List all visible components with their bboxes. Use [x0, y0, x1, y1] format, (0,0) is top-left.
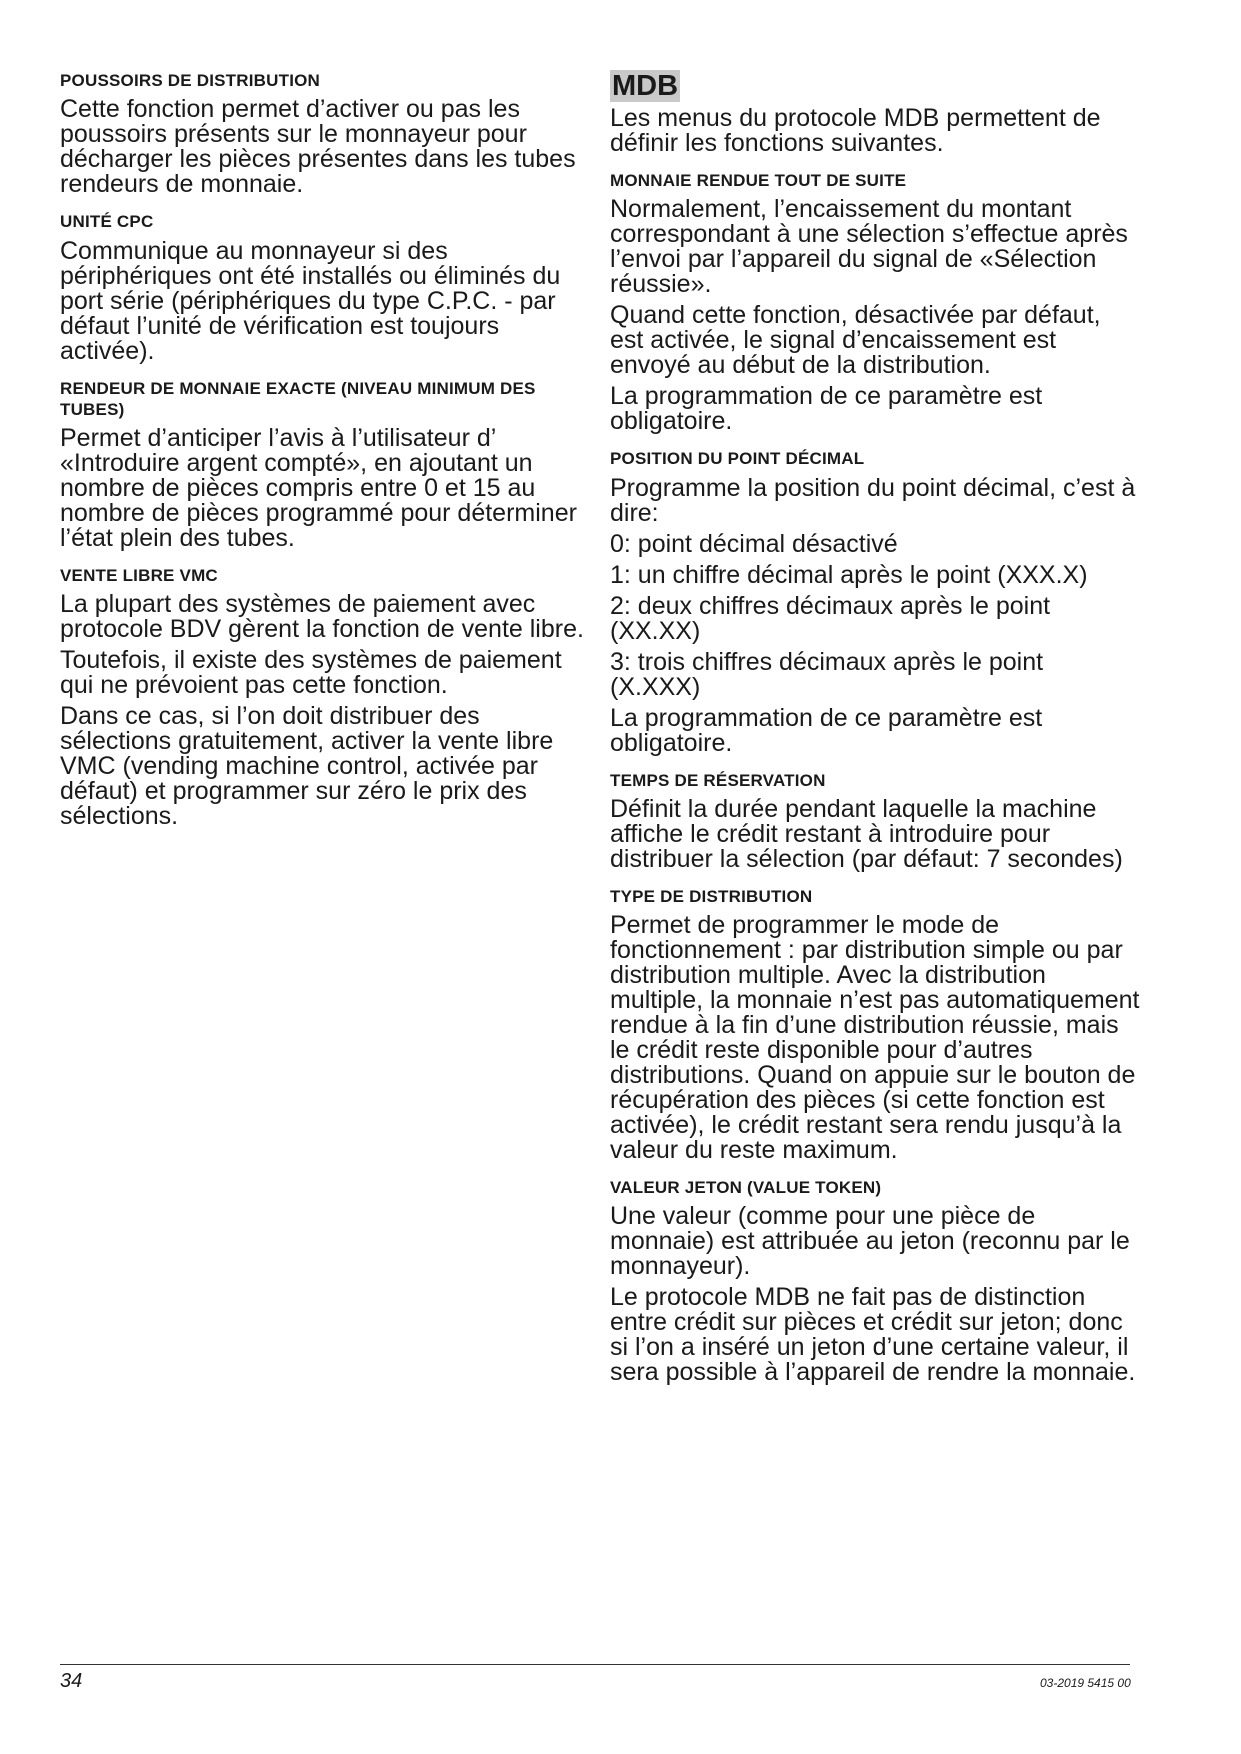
section-heading: RENDEUR DE MONNAIE EXACTE (NIVEAU MINIMUM DES TUBES)	[60, 378, 536, 419]
chapter-title: MDB	[612, 70, 679, 102]
paragraph: Définit la durée pendant laquelle la machine affiche le crédit restant à introduire pour distribuer la sélection (par défaut: 7 secondes)	[610, 794, 1123, 873]
list-item: 3: trois chiffres décimaux après le point (X.XXX)	[610, 647, 1044, 701]
section-temps-reservation	[610, 770, 1140, 872]
list-item: 1: un chiffre décimal après le point (XXX.X)	[610, 560, 1088, 589]
page-number: 34	[60, 1670, 83, 1692]
right-column	[610, 70, 1140, 1399]
paragraph: Toutefois, il existe des systèmes de paiement qui ne prévoient pas cette fonction.	[60, 646, 562, 700]
section-heading: VALEUR JETON (VALUE TOKEN)	[610, 1178, 882, 1197]
list-item: 2: deux chiffres décimaux après le point (XX.XX)	[610, 591, 1051, 645]
paragraph: Dans ce cas, si l’on doit distribuer des sélections gratuitement, activer la vente libre VMC (vending machine control, activée par défaut) et programmer sur zéro le prix des sélections.	[60, 702, 554, 831]
section-valeur-jeton	[610, 1177, 1140, 1385]
list-item: 0: point décimal désactivé	[610, 529, 898, 558]
document-code: 03-2019 5415 00	[1040, 1676, 1131, 1690]
paragraph: La programmation de ce paramètre est obligatoire.	[610, 703, 1043, 757]
section-rendeur-monnaie	[60, 378, 590, 552]
intro-paragraph: Les menus du protocole MDB permettent de définir les fonctions suivantes.	[610, 104, 1101, 157]
section-heading: UNITÉ CPC	[60, 212, 154, 232]
section-type-distribution	[610, 886, 1140, 1163]
paragraph: La plupart des systèmes de paiement avec protocole BDV gèrent la fonction de vente libre.	[60, 590, 584, 644]
paragraph: Cette fonction permet d’activer ou pas les poussoirs présents sur le monnayeur pour décharger les pièces présentes dans les tubes rendeurs de monnaie.	[60, 95, 576, 199]
left-column	[60, 70, 590, 843]
paragraph: Permet de programmer le mode de fonctionnement : par distribution simple ou par distribution multiple. Avec la distribution multiple, la monnaie n’est pas automatiquement rendue à la fin d’une distribution réussie, mais le crédit reste disponible pour d’autres distributions. Quand on appuie sur le bouton de récupération des pièces (si cette fonction est activée), le crédit restant sera rendu jusqu’à la valeur du reste maximum.	[610, 911, 1140, 1164]
paragraph: Permet d’anticiper l’avis à l’utilisateur d’ «Introduire argent compté», en ajoutant un nombre de pièces compris entre 0 et 15 au nombre de pièces programmé pour déterminer l’état plein des tubes.	[60, 424, 577, 552]
section-unite-cpc	[60, 211, 590, 363]
section-heading: MONNAIE RENDUE TOUT DE SUITE	[610, 171, 907, 190]
footer-divider	[60, 1664, 1130, 1665]
section-monnaie-rendue	[610, 170, 1140, 434]
section-vente-libre	[60, 565, 590, 829]
paragraph: Programme la position du point décimal, c’est à dire:	[610, 473, 1136, 527]
paragraph: Le protocole MDB ne fait pas de distinction entre crédit sur pièces et crédit sur jeton; donc si l’on a inséré un jeton d’une certaine valeur, il sera possible à l’appareil de rendre la monnaie.	[610, 1283, 1136, 1387]
section-heading: TYPE DE DISTRIBUTION	[610, 886, 813, 906]
paragraph: Une valeur (comme pour une pièce de monnaie) est attribuée au jeton (reconnu par le monnayeur).	[610, 1202, 1130, 1281]
paragraph: La programmation de ce paramètre est obligatoire.	[610, 382, 1043, 436]
paragraph: Communique au monnayeur si des périphériques ont été installés ou éliminés du port série (périphériques du type C.P.C. - par défaut l’unité de vérification est toujours activée).	[60, 236, 561, 365]
paragraph: Quand cette fonction, désactivée par défaut, est activée, le signal d’encaissement est envoyé au début de la distribution.	[610, 301, 1101, 380]
section-heading: POUSSOIRS DE DISTRIBUTION	[60, 71, 321, 90]
section-heading: TEMPS DE RÉSERVATION	[610, 770, 826, 790]
paragraph: Normalement, l’encaissement du montant correspondant à une sélection s’effectue après l’envoi par l’appareil du signal de «Sélection réussie».	[610, 195, 1128, 299]
section-point-decimal	[610, 448, 1140, 755]
section-heading: VENTE LIBRE VMC	[60, 566, 218, 585]
section-heading: POSITION DU POINT DÉCIMAL	[610, 449, 865, 469]
section-poussoirs	[60, 70, 590, 197]
